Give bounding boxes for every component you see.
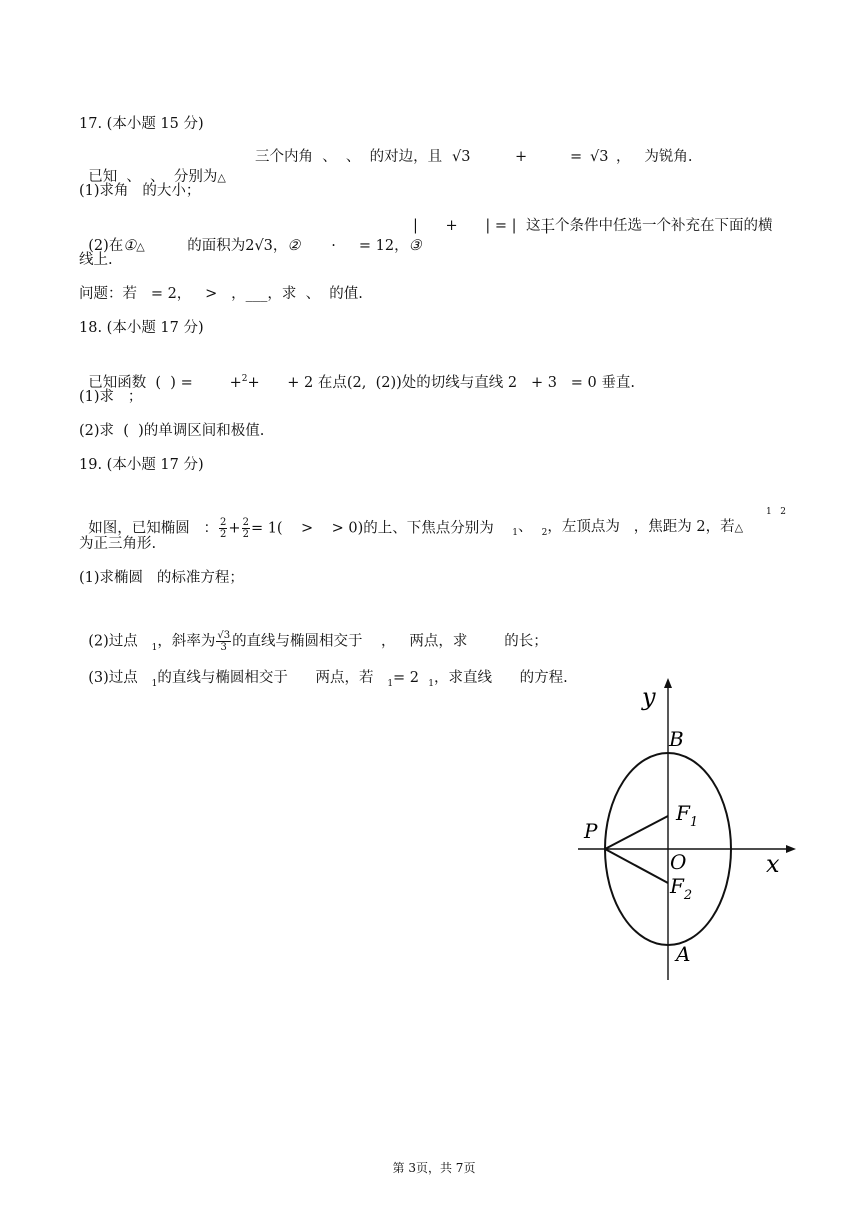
q19-part2 — [79, 610, 548, 654]
tri-subs: 1 2 — [766, 507, 787, 517]
circled-two: ② — [287, 238, 301, 254]
dot-product: · = 12， — [331, 238, 409, 254]
q17-p2-b — [178, 216, 300, 256]
slope-den: 3 — [220, 642, 227, 653]
comma: ， — [272, 238, 288, 254]
segment-PF1 — [605, 816, 668, 849]
q17-p2-a: (2)在 — [88, 238, 124, 254]
q19-heading: 19. (本小题 17 分) — [79, 457, 204, 473]
q17-stem-a: 已知 、 、 分别为 — [88, 169, 218, 185]
q18-sup: 2 — [241, 374, 248, 384]
F1-sub: 1 — [689, 815, 699, 830]
q19-p2-c: 的直线与椭圆相交于 ， 两点，求 的长； — [232, 633, 548, 650]
q19-stem: 如图，已知椭圆 ： $\frac{2}{2}$ + $\frac{2}{2}$ = 1( > > 0)的上、下焦点分别为 — [88, 517, 494, 540]
label-y: y — [642, 683, 656, 711]
p3-sub-2: 1 — [387, 679, 394, 689]
sub-2: 2 — [541, 528, 548, 538]
q19-p3-d: ，求直线 的方程. — [433, 670, 568, 686]
q18-stem — [79, 353, 635, 395]
q17-sqrt3-b: √3 — [590, 149, 609, 165]
frac-num: 2 — [220, 517, 227, 528]
q19-p3-a: (3)过点 — [88, 670, 138, 686]
q17-heading: 17. (本小题 15 分) — [79, 116, 204, 132]
triangle-symbol: △ — [217, 171, 226, 184]
label-x: x — [766, 850, 780, 878]
p2-sub: 1 — [151, 642, 158, 653]
frac-den-2: 2 — [242, 529, 249, 540]
y-axis-arrow — [664, 678, 672, 688]
label-F1 — [675, 801, 698, 830]
fraction-y — [242, 517, 250, 540]
q17-p2-d — [322, 216, 422, 256]
slope-num: √3 — [217, 630, 231, 641]
q17-equals: = — [570, 149, 583, 165]
F2-sub: 2 — [683, 888, 693, 903]
circled-three: ③ — [408, 238, 422, 254]
triangle-symbol-3: △ — [734, 521, 744, 534]
label-A: A — [676, 942, 691, 966]
q19-p2-b: ，斜率为 — [157, 633, 216, 650]
q18-heading: 18. (本小题 17 分) — [79, 320, 204, 336]
label-B: B — [669, 727, 684, 751]
q19-p3-c: = 2 — [393, 670, 420, 686]
frac-den: 2 — [220, 529, 227, 540]
q19-tri-subs — [766, 500, 786, 522]
q18-stem-b: + + 2 在点(2, (2))处的切线与直线 2 + 3 = 0 垂直. — [247, 375, 635, 391]
q19-part1: (1)求椭圆 的标准方程； — [79, 570, 244, 586]
sub-1: 1 — [512, 528, 518, 538]
F1-letter: F — [676, 801, 690, 825]
q19-part3 — [79, 648, 568, 690]
p3-sub-3: 1 — [428, 679, 434, 689]
q18-stem-a: 已知函数 ( ) = + — [88, 375, 242, 391]
q17-problem: 问题：若 = 2， > ，___，求 、 的值. — [79, 286, 363, 302]
q19-foci-subs — [503, 497, 743, 539]
q19-p2-a: (2)过点 — [88, 633, 138, 650]
q17-part2-cont: 线上. — [79, 252, 113, 268]
q17-p2-e: | + | = | | — [413, 218, 550, 234]
sep: 、 — [517, 519, 533, 535]
q19-stem-a: 如图，已知椭圆 ： — [88, 520, 219, 537]
circled-one: ① — [123, 238, 137, 254]
q17-plus: + — [515, 149, 528, 165]
q19-p3-b: 的直线与椭圆相交于 两点，若 — [157, 670, 374, 686]
frac-num-2: 2 — [242, 517, 249, 528]
sqrt3-text: √3 — [452, 149, 471, 165]
F2-letter: F — [670, 874, 684, 898]
area-label: 的面积为 — [187, 238, 246, 254]
area-value: 2√3 — [245, 238, 273, 254]
ellipse-curve — [605, 753, 731, 945]
page-footer: 第 3页，共 7页 — [392, 1161, 476, 1175]
q19-stem-c: ，左顶点为 ，焦距为 2，若 — [547, 519, 735, 535]
q17-stem-b: 三个内角 、 、 的对边，且 — [255, 149, 443, 165]
q18-part1: (1)求 ； — [79, 389, 143, 405]
x-axis-arrow — [786, 845, 796, 853]
segment-PF2 — [605, 849, 668, 883]
p3-sub: 1 — [151, 679, 158, 689]
q17-p2-f: 这三个条件中任选一个补充在下面的横 — [526, 218, 773, 234]
label-P: P — [584, 819, 598, 843]
q19-stem-cont: 为正三角形. — [79, 536, 157, 552]
label-F2 — [669, 874, 692, 903]
triangle-symbol-2: △ — [136, 240, 145, 253]
label-O: O — [670, 850, 687, 874]
q17-sqrt3-a — [452, 147, 470, 167]
q19-stem-b: = 1( > > 0)的上、下焦点分别为 — [250, 520, 494, 537]
fraction-x — [219, 517, 227, 540]
q17-part1: (1)求角 的大小； — [79, 183, 201, 199]
q17-acute: ， 为锐角. — [616, 149, 693, 165]
q18-part2: (2)求 ( )的单调区间和极值. — [79, 423, 265, 439]
